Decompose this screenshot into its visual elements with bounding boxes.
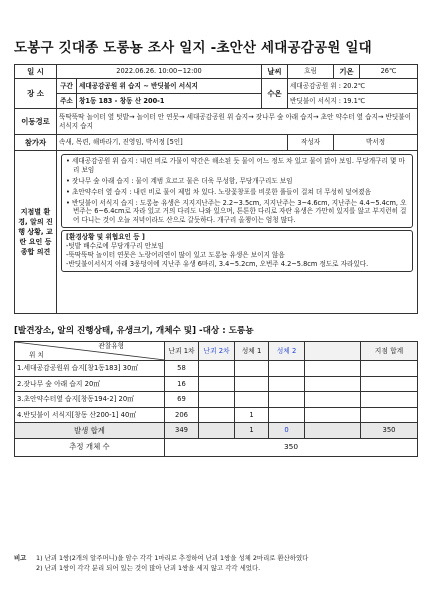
row-value — [269, 361, 305, 377]
row-value — [199, 361, 235, 377]
water-temp-1: 세대공감공원 위 : 20.2℃ — [288, 79, 418, 94]
address-label: 주소 — [57, 94, 77, 109]
notes-label: 비고 — [14, 554, 27, 562]
route-label: 이동경로 — [15, 109, 57, 135]
row-value — [361, 392, 418, 408]
row-value — [305, 361, 361, 377]
temp-label: 기온 — [334, 65, 360, 79]
row-value — [361, 376, 418, 392]
total-value — [305, 423, 361, 439]
estimate-row — [15, 438, 418, 456]
row-value — [235, 376, 269, 392]
table-row — [15, 361, 418, 377]
col-adult-2: 성체 2 — [269, 342, 305, 361]
weather-value: 흐림 — [288, 65, 334, 79]
col-egg-1: 난괴 1차 — [165, 342, 199, 361]
remarks-label: 지점별 환경, 알의 진행 상황, 교란 요인 등 종합 의견 — [15, 151, 57, 314]
row-value — [235, 361, 269, 377]
col-adult-1: 성체 1 — [235, 342, 269, 361]
row-value — [199, 407, 235, 423]
place-label: 장 소 — [15, 79, 57, 109]
row-value — [305, 407, 361, 423]
stats-table — [14, 341, 418, 457]
survey-log-table — [14, 64, 418, 314]
author-value: 박서정 — [334, 135, 418, 151]
threat-box — [61, 230, 413, 272]
row-value — [305, 376, 361, 392]
date-label: 일 시 — [15, 65, 57, 79]
row-value — [361, 361, 418, 377]
stats-header-cell — [15, 342, 165, 361]
obs-item-1: • 세대공감공원 위 습지 : 내린 비로 가물이 약간은 해소된 듯 물이 어느 정도 차 있고 물이 맑아 보임. 무당개구리 몇 마리 보임 — [66, 157, 405, 174]
weather-label: 날씨 — [262, 65, 288, 79]
obs-item-3: • 초안약수터 옆 습지 : 내린 비로 물이 제법 차 있다. 노랑꽃창포를 비롯한 풀들이 걸쳐 더 무성히 덮여졌음 — [66, 187, 371, 196]
page-title: 도봉구 깃대종 도롱뇽 조사 일지 -초안산 세대공감공원 일대 — [14, 40, 372, 56]
total-value: 0 — [269, 423, 305, 439]
note-2: 2) 난괴 1쌍이 각각 분리 되어 있는 것이 많아 난괴 1쌍을 세지 않고 각각 세었다. — [36, 563, 261, 572]
note-1: 1) 난괴 1쌍(2개의 알주머니)을 암수 각각 1마리로 추정하여 난괴 1쌍을 성체 2마리로 환산하였다 — [36, 554, 309, 562]
row-value — [235, 392, 269, 408]
row-value: 69 — [165, 392, 199, 408]
total-value: 349 — [165, 423, 199, 439]
water-temp-label: 수온 — [262, 79, 288, 109]
row-value: 1 — [235, 407, 269, 423]
estimate-label: 추정 개체 수 — [15, 438, 165, 456]
row-value — [305, 392, 361, 408]
row-location: 4.반딧불이 서식지[창동 산200-1] 40㎡ — [15, 407, 165, 423]
row-value: 16 — [165, 376, 199, 392]
row-value: 206 — [165, 407, 199, 423]
author-label: 작성자 — [288, 135, 334, 151]
row-value — [199, 392, 235, 408]
row-location: 2.잣나무 숲 아래 습지 20㎡ — [15, 376, 165, 392]
observation-box — [61, 154, 413, 228]
temp-value: 26℃ — [360, 65, 418, 79]
col-empty — [305, 342, 361, 361]
threat-item-3: -반딧불이서식지 아래 3웅덩이에 지난주 유생 6마리, 3.4~5.2cm, 오번주 4.2~5.8cm 정도로 자라있다. — [66, 259, 369, 268]
col-egg-2: 난괴 2차 — [199, 342, 235, 361]
date-value: 2022.06.26. 10:00~12:00 — [57, 65, 262, 79]
threat-item-1: -텃밭 배수로에 무당개구리 안보임 — [66, 242, 164, 251]
table-row — [15, 392, 418, 408]
participants-value: 속새, 목련, 해바라기, 진영임, 박서정 [5인] — [57, 135, 288, 151]
total-value — [199, 423, 235, 439]
total-label: 발생 합계 — [15, 423, 165, 439]
threat-item-2: -뚝딱뚝딱 놀이터 연못은 노랑어리연이 많이 있고 도롱뇽 유생은 보이지 않음 — [66, 251, 285, 260]
section-label: 구간 — [57, 79, 77, 94]
threat-heading: [환경상황 및 위협요인 등 ] — [66, 233, 145, 242]
row-value — [269, 407, 305, 423]
table-row — [15, 376, 418, 392]
water-temp-2: 반딧불이 서식지 : 19.1℃ — [288, 94, 418, 109]
col-site-total: 지점 합계 — [361, 342, 418, 361]
stats-section-title: [발견장소, 알의 진행상태, 유생크기, 개체수 및] -대상 : 도롱뇽 — [14, 326, 254, 336]
row-value — [361, 407, 418, 423]
total-row — [15, 423, 418, 439]
row-location: 3.초안약수터옆 습지[창동194-2] 20㎡ — [15, 392, 165, 408]
row-value: 58 — [165, 361, 199, 377]
notes — [14, 554, 424, 574]
row-value — [199, 376, 235, 392]
route-value: 뚝딱뚝딱 놀이터 옆 텃밭→ 놀이터 안 연못→ 세대공감공원 위 습지→ 잣나무 숲 아래 습지→ 초안 약수터 옆 습지→ 반딧불이 서식지 습지 — [57, 109, 418, 135]
estimate-value: 350 — [165, 438, 418, 456]
row-value — [269, 392, 305, 408]
obs-item-4: • 반딧불이 서식지 습지 : 도롱뇽 유생은 지지지난주는 2.2~3.5cm, 지지난주는 3~4.6cm, 지난주는 4.4~5.4cm, 오번주는 6~6.4cm로 자라 있고 거의 다리도 나와 있으며, 튼튼한 다리로 자란 유생은 가만히 있지를 않고 부지런히 걸어 다니는 것이 오늘 저녁이라도 산으로 갈듯하다. 개구리 올챙이는 엄청 많다. — [66, 198, 407, 225]
table-row — [15, 407, 418, 423]
header-type: 관찰유형 — [98, 342, 124, 350]
total-value: 350 — [361, 423, 418, 439]
address-value: 창1동 183 - 창동 산 200-1 — [77, 94, 262, 109]
row-value — [269, 376, 305, 392]
section-value: 세대공감공원 위 습지 ~ 반딧불이 서식지 — [77, 79, 262, 94]
participants-label: 참가자 — [15, 135, 57, 151]
total-value: 1 — [235, 423, 269, 439]
obs-item-2: • 잣나무 숲 아래 습지 : 물이 계범 흐르고 물은 더욱 무성함, 무당개구리도 보임 — [66, 176, 293, 185]
header-location: 위 치 — [29, 351, 44, 359]
row-location: 1.세대공감공원위 습지[창1동183] 30㎡ — [15, 361, 165, 377]
